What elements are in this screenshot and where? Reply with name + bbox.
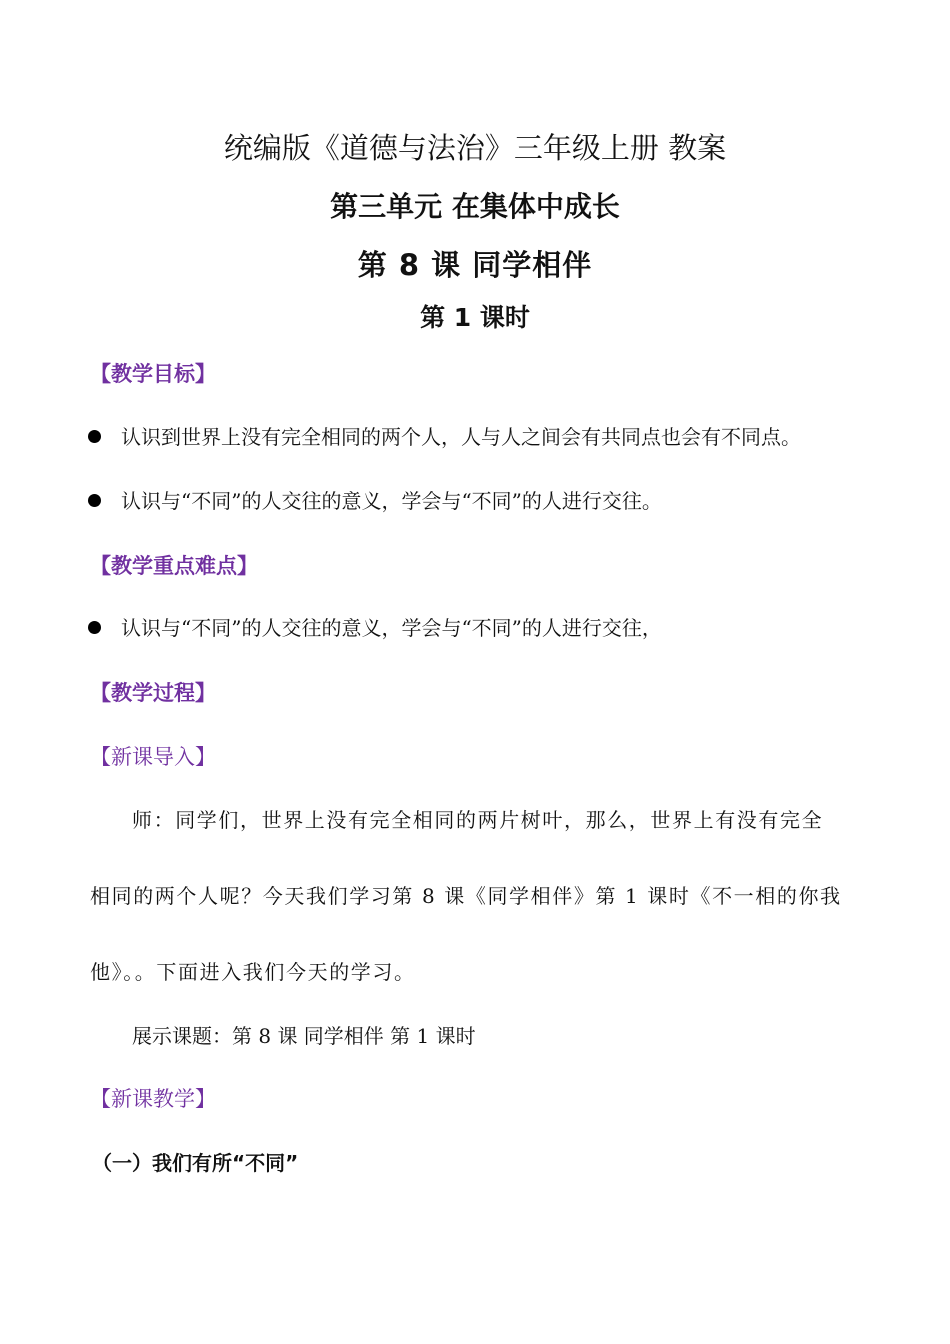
lesson-title: 第 8 课 同学相伴 bbox=[357, 248, 593, 282]
goal-item bbox=[88, 421, 801, 450]
goal-item-text: 认识到世界上没有完全相同的两个人，人与人之间会有共同点也会有不同点。 bbox=[121, 425, 801, 449]
document-title: 统编版《道德与法治》三年级上册 教案 bbox=[223, 131, 727, 165]
topic-line: 展示课题：第 8 课 同学相伴 第 1 课时 bbox=[132, 1024, 476, 1048]
part-one-heading: （一）我们有所“不同” bbox=[92, 1151, 299, 1175]
intro-paragraph-line: 师：同学们，世界上没有完全相同的两片树叶，那么，世界上有没有完全 bbox=[132, 808, 824, 832]
key-point-item bbox=[88, 612, 662, 641]
intro-paragraph-line: 他》。。下面进入我们今天的学习。 bbox=[90, 960, 416, 984]
bullet-icon bbox=[88, 621, 101, 634]
intro-paragraph-line: 相同的两个人呢？今天我们学习第 8 课《同学相伴》第 1 课时《不一相的你我 bbox=[90, 884, 842, 908]
key-points-heading: 【教学重点难点】 bbox=[90, 554, 258, 578]
period-title: 第 1 课时 bbox=[420, 303, 530, 332]
goal-item-text: 认识与“不同”的人交往的意义，学会与“不同”的人进行交往。 bbox=[121, 489, 662, 513]
goal-item bbox=[88, 485, 662, 514]
bullet-icon bbox=[88, 494, 101, 507]
process-heading: 【教学过程】 bbox=[90, 681, 216, 705]
goals-heading: 【教学目标】 bbox=[90, 362, 216, 386]
key-point-item-text: 认识与“不同”的人交往的意义，学会与“不同”的人进行交往， bbox=[121, 616, 662, 640]
intro-heading: 【新课导入】 bbox=[90, 745, 216, 769]
teach-heading: 【新课教学】 bbox=[90, 1087, 216, 1111]
bullet-icon bbox=[88, 430, 101, 443]
unit-title: 第三单元 在集体中成长 bbox=[330, 190, 620, 223]
